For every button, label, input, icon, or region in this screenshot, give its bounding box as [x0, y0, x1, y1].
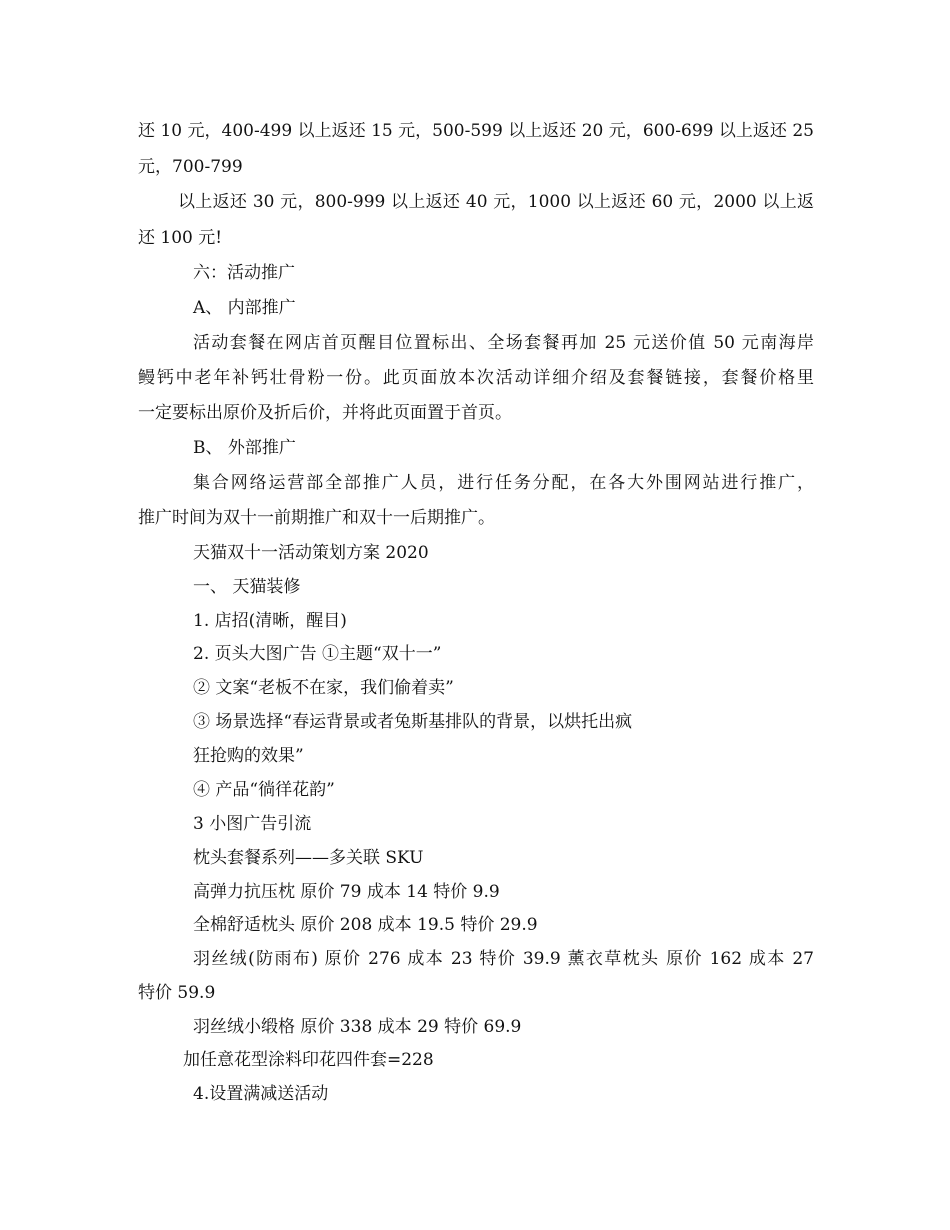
text-line-26: 特价 59.9	[138, 983, 216, 1003]
list-item-scene: ③ 场景选择“春运背景或者兔斯基排队的背景，以烘托出疯	[193, 712, 633, 732]
list-item-small-ads: 3 小图广告引流	[193, 814, 312, 834]
list-item-store-sign: 1. 店招(清晰，醒目)	[193, 611, 347, 631]
list-item-banner-ad: 2. 页头大图广告 ①主题“双十一”	[193, 644, 442, 664]
text-line-11: 集合网络运营部全部推广人员，进行任务分配，在各大外围网站进行推广，	[193, 473, 814, 493]
text-line-3: 以上返还 30 元，800-999 以上返还 40 元，1000 以上返还 60 元，2000 以上返	[178, 192, 814, 212]
subheading-internal-promotion: A、 内部推广	[193, 298, 296, 318]
product-line-4: 羽丝绒小缎格 原价 338 成本 29 特价 69.9	[193, 1017, 522, 1037]
text-line-19: 狂抢购的效果”	[193, 746, 304, 766]
text-line-8: 鳗钙中老年补钙壮骨粉一份。此页面放本次活动详细介绍及套餐链接，套餐价格里	[138, 368, 814, 388]
subheading-external-promotion: B、 外部推广	[193, 438, 296, 458]
text-line-4: 还 100 元!	[138, 228, 223, 248]
product-line-1: 高弹力抗压枕 原价 79 成本 14 特价 9.9	[193, 882, 500, 902]
list-item-copywriting: ② 文案“老板不在家，我们偷着卖”	[193, 678, 454, 698]
product-line-2: 全棉舒适枕头 原价 208 成本 19.5 特价 29.9	[193, 915, 538, 935]
text-line-12: 推广时间为双十一前期推广和双十一后期推广。	[138, 508, 495, 528]
text-line-1: 还 10 元，400-499 以上返还 15 元，500-599 以上返还 20 元，600-699 以上返还 25	[138, 121, 814, 141]
bundle-line: 加任意花型涂料印花四件套=228	[183, 1050, 434, 1070]
section-heading-decoration: 一、 天猫装修	[193, 577, 301, 597]
list-item-product: ④ 产品“徜徉花韵”	[193, 780, 335, 800]
plan-title: 天猫双十一活动策划方案 2020	[193, 543, 429, 563]
product-line-3: 羽丝绒(防雨布) 原价 276 成本 23 特价 39.9 薰衣草枕头 原价 162 成本 27	[193, 949, 814, 969]
section-heading-promotion: 六：活动推广	[193, 263, 295, 283]
pillow-series-heading: 枕头套餐系列——多关联 SKU	[193, 848, 424, 868]
text-line-7: 活动套餐在网店首页醒目位置标出、全场套餐再加 25 元送价值 50 元南海岸	[193, 333, 814, 353]
list-item-discount-activity: 4.设置满减送活动	[193, 1084, 329, 1104]
text-line-2: 元，700-799	[138, 157, 243, 177]
text-line-9: 一定要标出原价及折后价，并将此页面置于首页。	[138, 403, 512, 423]
